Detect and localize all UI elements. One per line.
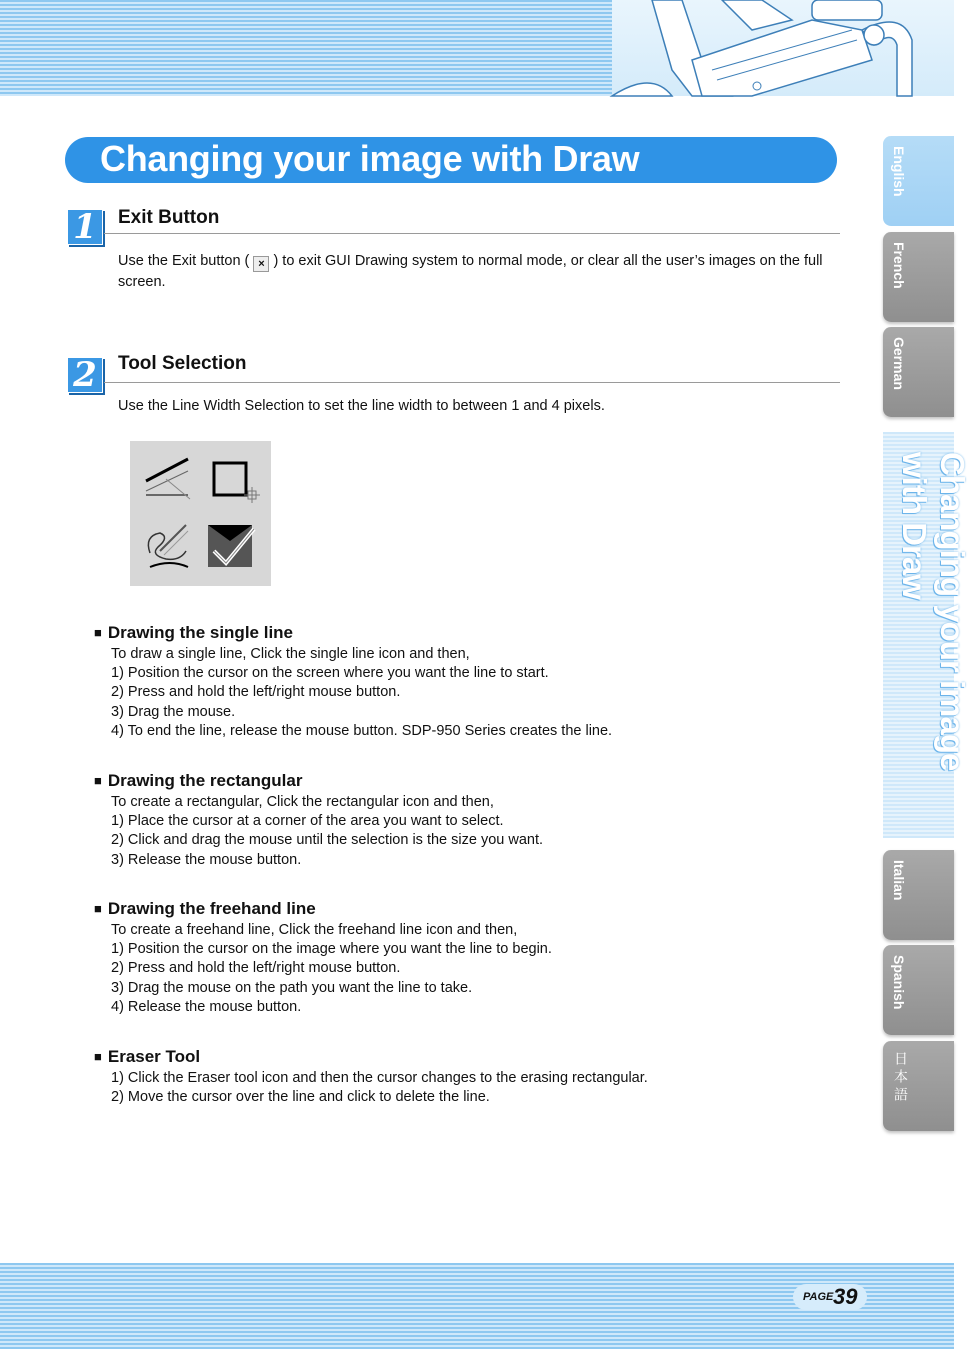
tab-label: English: [891, 146, 907, 197]
bullet-marker: ■: [94, 625, 102, 640]
header-stripes: [0, 0, 612, 96]
section-number-badge: [67, 209, 103, 245]
item-line: 1) Click the Eraser tool icon and then the cursor changes to the erasing rectangular.: [111, 1070, 648, 1086]
active-chapter-label: Changing your image with Draw: [896, 452, 971, 771]
tab-label: Italian: [891, 860, 907, 901]
tab-english[interactable]: [883, 136, 954, 226]
section-heading-exit-button: Exit Button: [118, 207, 220, 228]
item-body-freehand-line: [111, 921, 552, 1017]
item-heading-text: Drawing the single line: [107, 623, 293, 642]
document-camera-illustration: [612, 0, 954, 96]
item-heading-text: Drawing the freehand line: [107, 899, 316, 918]
freehand-line-icon: [148, 525, 188, 567]
item-line: To create a rectangular, Click the rectangular icon and then,: [111, 794, 494, 810]
section-number: 2: [73, 355, 97, 395]
tab-french[interactable]: [883, 232, 954, 322]
exit-text-before: Use the Exit button (: [118, 253, 250, 269]
item-line: 1) Place the cursor at a corner of the area you want to select.: [111, 813, 504, 830]
item-heading-rectangular: [94, 771, 302, 791]
item-body-rectangular: [111, 793, 543, 870]
tab-german[interactable]: [883, 327, 954, 417]
camera-illustration-icon: [612, 0, 954, 96]
bullet-marker: ■: [94, 901, 102, 916]
item-line: 4) Release the mouse button.: [111, 998, 302, 1015]
item-heading-single-line: [94, 623, 293, 643]
item-line: To draw a single line, Click the single line icon and then,: [111, 646, 470, 662]
bullet-marker: ■: [94, 1049, 102, 1064]
tool-selection-description: Use the Line Width Selection to set the line width to between 1 and 4 pixels.: [118, 398, 605, 414]
item-heading-eraser-tool: [94, 1047, 200, 1067]
tab-label: 日本語: [893, 1051, 909, 1105]
item-line: 3) Drag the mouse on the path you want the line to take.: [111, 979, 473, 996]
item-heading-text: Eraser Tool: [107, 1047, 201, 1066]
rectangle-icon: [214, 463, 260, 503]
tab-active-chapter: [883, 432, 971, 838]
page-label: PAGE: [803, 1291, 834, 1303]
tool-selection-panel: [130, 441, 271, 586]
page-number: 39: [833, 1284, 858, 1309]
item-line: 2) Press and hold the left/right mouse button.: [111, 960, 401, 977]
item-line: 2) Click and drag the mouse until the selection is the size you want.: [111, 832, 544, 849]
item-heading-freehand-line: [94, 899, 316, 919]
item-line: 1) Position the cursor on the screen where you want the line to start.: [111, 665, 549, 682]
item-body-single-line: [111, 645, 612, 741]
item-line: To create a freehand line, Click the freehand line icon and then,: [111, 922, 518, 938]
item-line: 4) To end the line, release the mouse button. SDP-950 Series creates the line.: [111, 722, 613, 739]
item-line: 2) Press and hold the left/right mouse button.: [111, 684, 401, 701]
tab-label: Spanish: [891, 955, 907, 1010]
item-body-eraser-tool: [111, 1069, 648, 1107]
section-heading-tool-selection: Tool Selection: [118, 353, 247, 374]
eraser-icon: [208, 525, 254, 567]
bullet-marker: ■: [94, 773, 102, 788]
section-number-badge: [67, 357, 103, 393]
tab-italian[interactable]: [883, 850, 954, 940]
tab-label: French: [891, 242, 907, 289]
tab-spanish[interactable]: [883, 945, 954, 1035]
item-line: 3) Release the mouse button.: [111, 851, 302, 868]
exit-text-after: ) to exit GUI Drawing system to normal mode, or clear all the user’s images on the full screen.: [118, 253, 823, 290]
exit-button-description: [118, 251, 834, 292]
single-line-icon: [146, 459, 190, 499]
exit-icon: ×: [253, 256, 269, 272]
tab-japanese[interactable]: [883, 1041, 954, 1131]
item-line: 3) Drag the mouse.: [111, 703, 236, 720]
item-line: 1) Position the cursor on the image where you want the line to begin.: [111, 941, 552, 958]
page-title: Changing your image with Draw: [100, 138, 640, 179]
section-number: 1: [73, 207, 97, 247]
page-number-badge: [793, 1284, 867, 1310]
section-divider: [104, 233, 840, 234]
item-line: 2) Move the cursor over the line and click to delete the line.: [111, 1089, 490, 1106]
page-title-bar: [65, 137, 837, 183]
item-heading-text: Drawing the rectangular: [107, 771, 303, 790]
section-divider: [104, 382, 840, 383]
tab-label: German: [891, 337, 907, 390]
